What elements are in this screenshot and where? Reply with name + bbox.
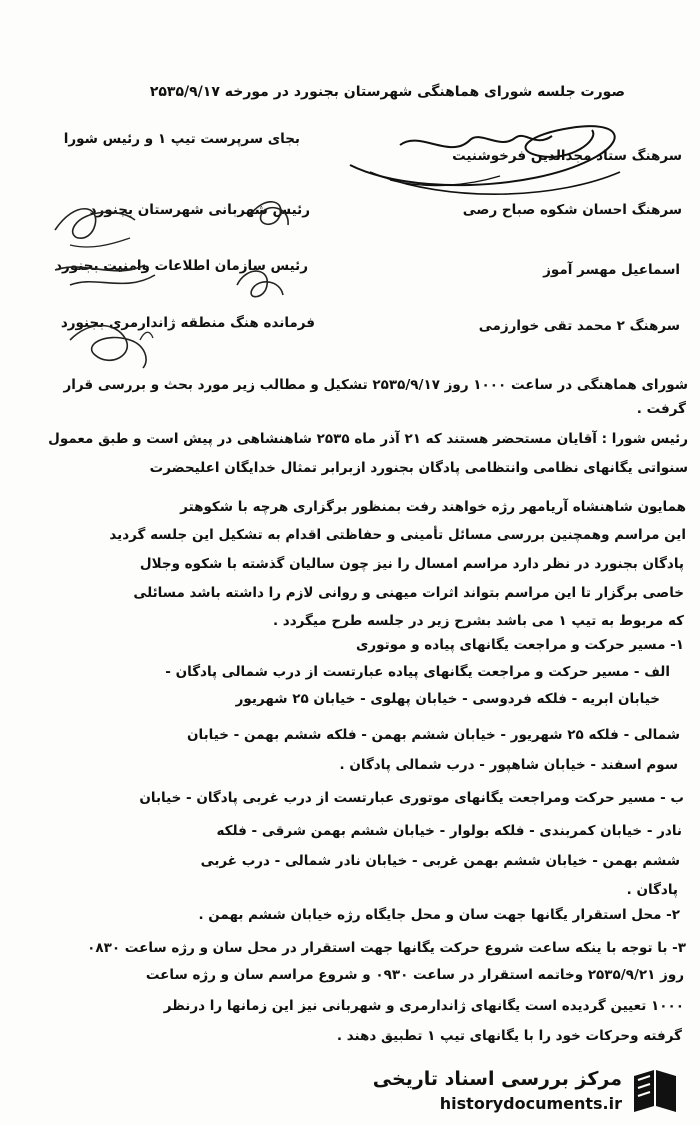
body-line-1: شورای هماهنگی در ساعت ۱۰۰۰ روز ۲۵۳۵/۹/۱۷ تشکیل و مطالب زیر مورد بحث و بررسی قرار <box>63 377 688 393</box>
body-line-8: خاصی برگزار تا این مراسم بتواند اثرات میهنی و روانی لازم را داشته باشد مسائلی <box>133 585 684 601</box>
attendee-right-1: سرهنگ ستاد مجدالدین فرخوشنیت <box>452 148 682 164</box>
body-line-7: پادگان بجنورد در نظر دارد مراسم امسال را نیز چون سالیان گذشته با شکوه وجلال <box>139 556 684 572</box>
body-line-20: ۳- با توجه با ینکه ساعت شروع حرکت یگانها جهت استقرار در محل سان و رژه ساعت ۰۸۳۰ <box>87 940 686 956</box>
attendee-left-3: رئیس سازمان اطلاعات وامنیت بجنورد <box>55 258 308 274</box>
body-line-6: این مراسم وهمچنین بررسی مسائل تأمینی و حفاظتی اقدام به تشکیل این جلسه گردید <box>109 527 686 543</box>
body-line-4: سنواتی یگانهای نظامی وانتظامی پادگان بجنورد ازبرابر تمثال خدایگان اعلیحضرت <box>149 460 688 476</box>
body-line-19: ۲- محل استقرار یگانها جهت سان و محل جایگاه رژه خیابان ششم بهمن . <box>198 907 680 923</box>
attendee-right-3: اسماعیل مهسر آموز <box>543 262 680 278</box>
body-line-17: ششم بهمن - خیابان ششم بهمن غربی - خیابان نادر شمالی - درب غربی <box>200 853 680 869</box>
signature-scribble <box>225 250 295 320</box>
body-line-13: شمالی - فلکه ۲۵ شهریور - خیابان ششم بهمن - فلکه ششم بهمن - خیابان <box>187 727 680 743</box>
signature-scribble <box>330 110 640 200</box>
signature-scribble <box>45 245 165 305</box>
attendee-left-2: رئیس شهربانی شهرستان بجنورد <box>89 202 310 218</box>
body-line-23: گرفته وحرکات خود را با یگانهای تیپ ۱ تطبیق دهند . <box>336 1028 682 1044</box>
body-line-11: الف - مسیر حرکت و مراجعت یگانهای پیاده عبارتست از درب شمالی پادگان - <box>165 664 670 680</box>
body-line-5: همایون شاهنشاه آریامهر رژه خواهند رفت بمنظور برگزاری هرچه با شکوهتر <box>180 499 686 515</box>
attendee-right-4: سرهنگ ۲ محمد تقی خوارزمی <box>478 318 680 334</box>
footer-url: historydocuments.ir <box>439 1094 622 1113</box>
attendee-right-2: سرهنگ احسان شکوه صباح رصی <box>462 202 682 218</box>
body-line-14: سوم اسفند - خیابان شاهپور - درب شمالی پادگان . <box>339 757 678 773</box>
body-line-16: نادر - خیابان کمربندی - فلکه بولوار - خیابان ششم بهمن شرقی - فلکه <box>216 823 682 839</box>
attendee-left-1: بجای سرپرست تیپ ۱ و رئیس شورا <box>63 131 300 147</box>
body-line-12: خیابان ابریه - فلکه فردوسی - خیابان پهلوی - خیابان ۲۵ شهریور <box>235 691 660 707</box>
body-line-9: که مربوط به تیپ ۱ می باشد بشرح زیر در جلسه طرح میگردد . <box>272 613 684 629</box>
signature-scribble <box>240 185 300 245</box>
footer-brand-name: مرکز بررسی اسناد تاریخی <box>372 1068 622 1090</box>
body-line-10: ۱- مسیر حرکت و مراجعت یگانهای پیاده و موتوری <box>356 637 684 653</box>
body-line-18: پادگان . <box>626 882 678 898</box>
archive-logo <box>628 1066 682 1116</box>
attendee-left-4: فرمانده هنگ منطقه ژاندارمری بجنورد <box>60 315 315 331</box>
document-title: صورت جلسه شورای هماهنگی شهرستان بجنورد در مورخه ۲۵۳۵/۹/۱۷ <box>149 84 625 100</box>
body-line-15: ب - مسیر حرکت ومراجعت یگانهای موتوری عبارتست از درب غربی پادگان - خیابان <box>139 790 684 806</box>
body-line-2: گرفت . <box>636 401 686 417</box>
body-line-22: ۱۰۰۰ تعیین گردیده است یگانهای ژاندارمری و شهربانی نیز این زمانها را درنظر <box>163 998 684 1014</box>
body-line-21: روز ۲۵۳۵/۹/۲۱ وخاتمه استقرار در ساعت ۰۹۳۰ و شروع مراسم سان و رژه ساعت <box>145 967 684 983</box>
body-line-3: رئیس شورا : آقایان مستحضر هستند که ۲۱ آذر ماه ۲۵۳۵ شاهنشاهی در پیش است و طبق معمول <box>48 431 688 447</box>
signature-scribble <box>55 310 165 380</box>
